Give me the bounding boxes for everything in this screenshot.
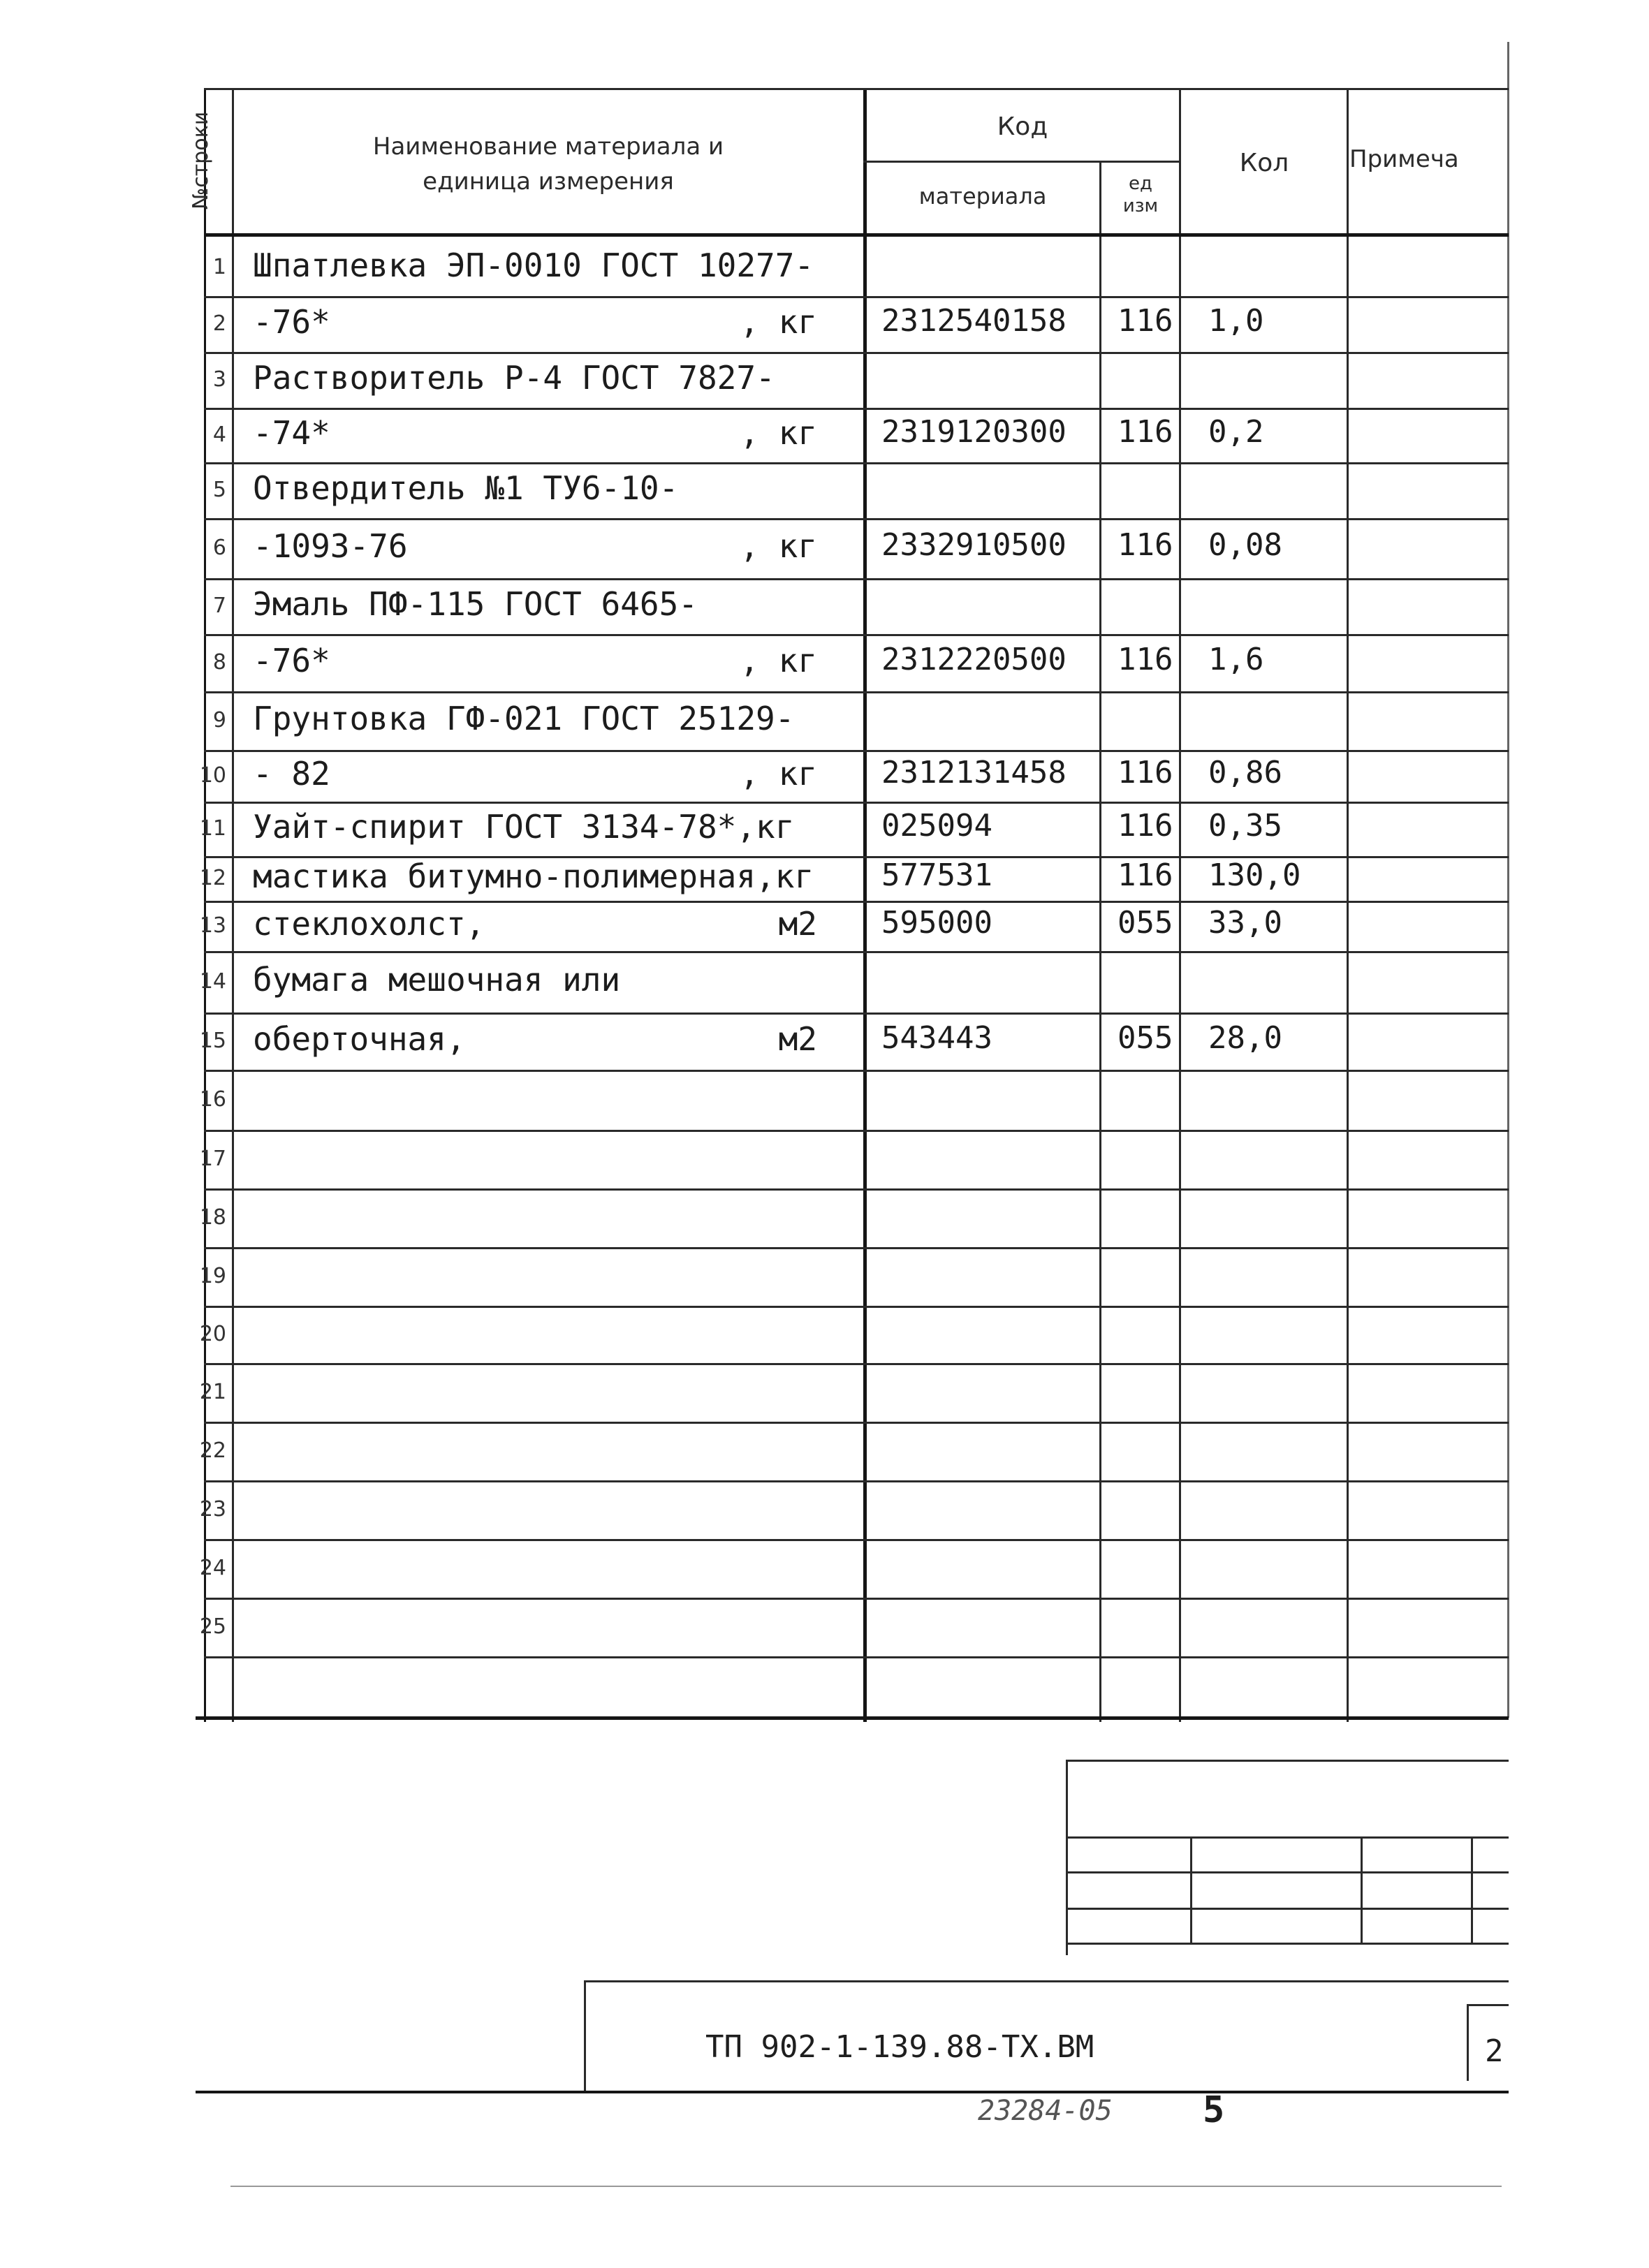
titleblock-sheet-divider [1467, 2004, 1469, 2081]
table-row-separator [204, 1539, 1509, 1541]
quantity: 1,0 [1208, 303, 1264, 339]
material-unit: , кг [740, 303, 817, 341]
material-name: -1093-76 [253, 527, 408, 565]
row-number: 13 [199, 913, 226, 938]
table-row-separator [204, 1247, 1509, 1249]
table-bottom-border [196, 1716, 1509, 1720]
row-number: 12 [199, 866, 226, 890]
material-unit: , кг [740, 642, 817, 679]
titleblock-col2 [1361, 1836, 1363, 1943]
row-number: 17 [199, 1147, 226, 1171]
row-number: 16 [199, 1087, 226, 1112]
quantity: 130,0 [1208, 857, 1301, 893]
table-row-separator [204, 352, 1509, 354]
material-code: 577531 [881, 857, 992, 893]
table-row-separator [204, 901, 1509, 903]
table-row-separator [204, 578, 1509, 580]
name-column-divider [863, 88, 867, 1722]
row-number: 10 [199, 763, 226, 788]
unit-code: 116 [1117, 414, 1173, 450]
table-row-separator [204, 408, 1509, 410]
unit-code-header-line1: ед [1129, 173, 1152, 194]
material-name: Шпатлевка ЭП-0010 ГОСТ 10277- [253, 246, 814, 284]
row-number: 25 [199, 1614, 226, 1639]
row-number: 1 [212, 255, 226, 279]
quantity: 33,0 [1208, 905, 1282, 941]
quantity: 1,6 [1208, 642, 1264, 677]
sheet-number: 2 [1485, 2033, 1504, 2069]
unit-code: 055 [1117, 1020, 1173, 1056]
table-row-separator [204, 1480, 1509, 1482]
unit-qty-divider [1179, 88, 1181, 1722]
material-name: -74* [253, 414, 330, 452]
rownum-column-divider [232, 88, 234, 1722]
material-code: 2319120300 [881, 414, 1067, 450]
material-name: бумага мешочная или [253, 961, 621, 999]
table-row-separator [204, 634, 1509, 636]
scan-artifact-line [230, 2186, 1502, 2187]
material-name: Уайт-спирит ГОСТ 3134-78*,кг [253, 808, 795, 846]
row-number: 11 [199, 816, 226, 841]
material-unit: , кг [740, 755, 817, 793]
row-number: 8 [212, 650, 226, 675]
material-unit: , кг [740, 527, 817, 565]
material-name: -76* [253, 303, 330, 341]
row-number: 19 [199, 1264, 226, 1288]
right-edge-line [1507, 42, 1509, 1718]
quantity: 0,86 [1208, 755, 1282, 790]
material-code: 2312540158 [881, 303, 1067, 339]
quantity: 0,08 [1208, 527, 1282, 563]
row-number: 14 [199, 969, 226, 994]
titleblock-col1 [1190, 1836, 1192, 1943]
row-number: 9 [212, 708, 226, 732]
titleblock-main-top [584, 1980, 1509, 1982]
material-name: Эмаль ПФ-115 ГОСТ 6465- [253, 585, 698, 623]
row-number: 15 [199, 1029, 226, 1053]
table-row-separator [204, 691, 1509, 693]
code-header: Код [997, 112, 1048, 141]
table-row-separator [204, 1363, 1509, 1365]
table-row-separator [204, 296, 1509, 298]
titleblock-top [1066, 1760, 1509, 1762]
table-top-border [204, 88, 1509, 90]
note-header: Примеча [1349, 145, 1459, 173]
titleblock-row1 [1066, 1836, 1509, 1839]
titleblock-sheet-top [1467, 2004, 1509, 2006]
row-number: 6 [212, 536, 226, 560]
titleblock-row3 [1066, 1908, 1509, 1910]
page-number: 5 [1203, 2089, 1225, 2131]
row-number: 7 [212, 594, 226, 618]
quantity: 0,35 [1208, 808, 1282, 844]
qty-note-divider [1347, 88, 1349, 1722]
material-unit: , кг [740, 414, 817, 452]
name-header-line2: единица измерения [423, 168, 674, 196]
name-header-line1: Наименование материала и [372, 133, 724, 161]
table-row-separator [204, 1306, 1509, 1308]
table-row-separator [204, 1598, 1509, 1600]
material-name: оберточная, [253, 1020, 466, 1058]
material-code: 2312131458 [881, 755, 1067, 790]
archive-number-stamp: 23284-05 [978, 2095, 1113, 2127]
table-row-separator [204, 1012, 1509, 1015]
row-number: 18 [199, 1205, 226, 1230]
unit-code: 116 [1117, 642, 1173, 677]
quantity: 0,2 [1208, 414, 1264, 450]
unit-code-header-line2: изм [1122, 196, 1159, 216]
unit-code: 055 [1117, 905, 1173, 941]
titleblock-bottom [196, 2091, 1509, 2093]
unit-code: 116 [1117, 808, 1173, 844]
row-number: 2 [212, 311, 226, 336]
row-number: 23 [199, 1497, 226, 1522]
unit-code: 116 [1117, 755, 1173, 790]
quantity: 28,0 [1208, 1020, 1282, 1056]
table-row-separator [204, 1188, 1509, 1191]
material-name: Растворитель Р-4 ГОСТ 7827- [253, 359, 775, 397]
row-number: 5 [212, 478, 226, 502]
header-bottom-line [204, 233, 1509, 237]
material-code: 595000 [881, 905, 992, 941]
titleblock-row2 [1066, 1871, 1509, 1873]
unit-code: 116 [1117, 527, 1173, 563]
row-number: 4 [212, 422, 226, 447]
material-unit: м2 [778, 905, 817, 943]
material-name: стеклохолст, [253, 905, 485, 943]
material-name: мастика битумно-полимерная,кг [253, 857, 814, 895]
row-number: 3 [212, 367, 226, 392]
row-number-header: №строки [189, 111, 213, 209]
row-number: 20 [199, 1322, 226, 1346]
table-row-separator [204, 750, 1509, 752]
titleblock-row4 [1066, 1943, 1509, 1945]
table-row-separator [204, 462, 1509, 464]
material-name: Отвердитель №1 ТУ6-10- [253, 469, 679, 507]
material-name: Грунтовка ГФ-021 ГОСТ 25129- [253, 700, 795, 737]
row-number: 21 [199, 1380, 226, 1404]
table-row-separator [204, 1422, 1509, 1424]
code-subheader-line [863, 161, 1179, 163]
table-row-separator [204, 518, 1509, 520]
quantity-header: Кол [1239, 149, 1289, 177]
material-name: -76* [253, 642, 330, 679]
table-row-separator [204, 1070, 1509, 1072]
material-name: - 82 [253, 755, 330, 793]
table-row-separator [204, 802, 1509, 804]
material-code: 543443 [881, 1020, 992, 1056]
document-designation: ТП 902-1-139.88-ТХ.ВМ [705, 2029, 1094, 2065]
unit-code: 116 [1117, 857, 1173, 893]
code-unit-divider [1099, 161, 1101, 1722]
material-code: 2312220500 [881, 642, 1067, 677]
material-unit: м2 [778, 1020, 817, 1058]
titleblock-main-left [584, 1980, 586, 2092]
unit-code: 116 [1117, 303, 1173, 339]
row-number: 22 [199, 1438, 226, 1463]
table-row-separator [204, 1130, 1509, 1132]
row-number: 24 [199, 1556, 226, 1580]
material-code: 2332910500 [881, 527, 1067, 563]
table-row-separator [204, 951, 1509, 953]
titleblock-upper-left [1066, 1760, 1068, 1955]
material-code-header: материала [918, 183, 1047, 209]
titleblock-col3 [1471, 1836, 1473, 1943]
material-code: 025094 [881, 808, 992, 844]
table-row-separator [204, 1656, 1509, 1658]
